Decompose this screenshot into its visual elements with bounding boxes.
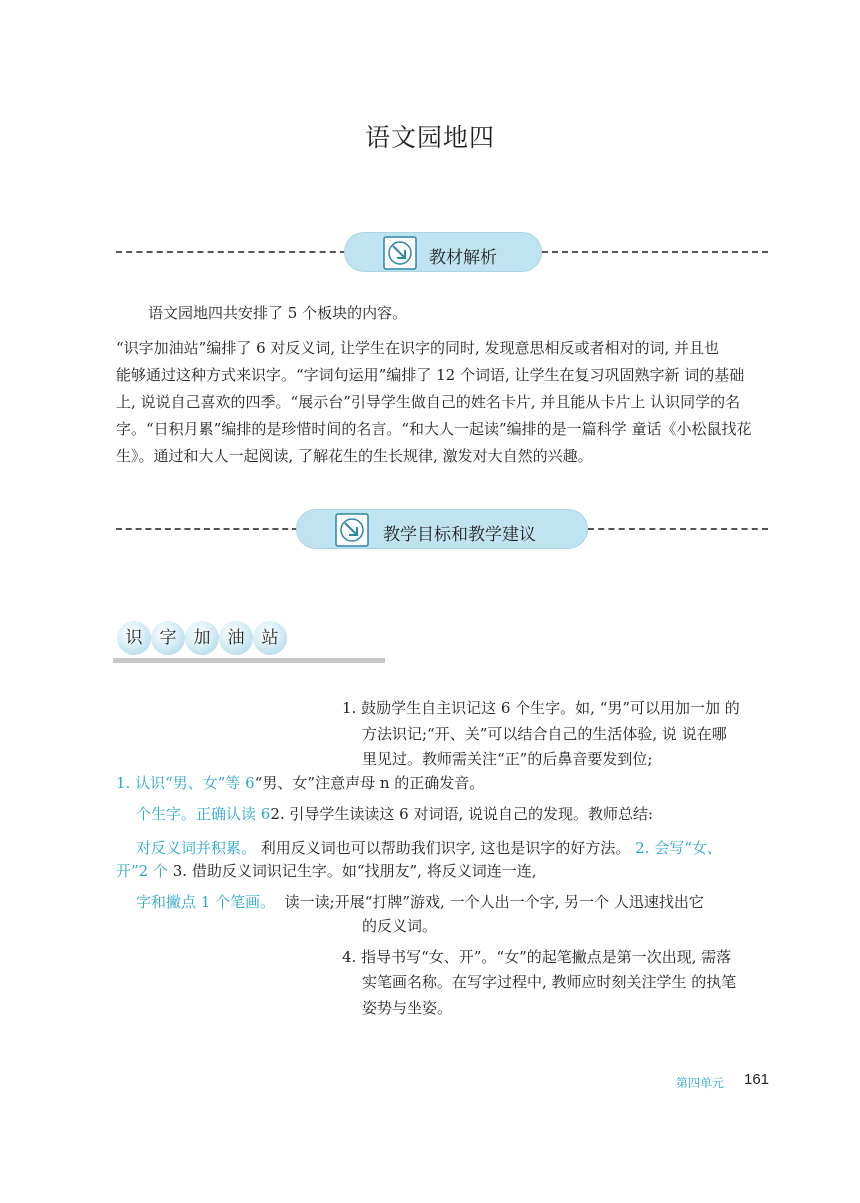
- intro-line: 语文园地四共安排了 5 个板块的内容。: [148, 304, 408, 322]
- banner-label: 教材解析: [429, 248, 497, 268]
- body-line: [116, 772, 484, 794]
- body-line: [136, 891, 704, 913]
- body-line: [136, 803, 653, 825]
- section-header-literacy: [113, 618, 385, 664]
- section-char: 站: [253, 621, 287, 655]
- section-banner-goals: [116, 509, 768, 549]
- body-line: 实笔画名称。在写字过程中, 教师应时刻关注学生 的执笔: [362, 973, 737, 991]
- dashed-divider-left: [116, 251, 346, 253]
- body-line: 1. 鼓励学生自主识记这 6 个生字。如, “男”可以用加一加 的: [342, 699, 740, 717]
- dashed-divider-left: [116, 528, 298, 530]
- page-number: 161: [744, 1071, 770, 1088]
- suggestion-text: “男、女”注意声母 n 的正确发音。: [254, 774, 485, 792]
- banner-label: 教学目标和教学建议: [383, 525, 536, 545]
- intro-line: 能够通过这种方式来识字。“字词句运用”编排了 12 个词语, 让学生在复习巩固熟字新 词的基础: [116, 366, 745, 384]
- suggestion-text: 2. 引导学生读读这 6 对词语, 说说自己的发现。教师总结:: [270, 805, 654, 823]
- section-char: 识: [117, 621, 151, 655]
- intro-line: 上, 说说自己喜欢的四季。“展示台”引导学生做自己的姓名卡片, 并且能从卡片上 认识同学的名: [116, 393, 741, 411]
- section-underline: [113, 658, 385, 663]
- goal-text: 1. 认识“男、女”等 6: [116, 774, 255, 792]
- body-line: 里见过。教师需关注“正”的后鼻音要发到位;: [362, 750, 653, 768]
- intro-line: “识字加油站”编排了 6 对反义词, 让学生在识字的同时, 发现意思相反或者相对的词, 并且也: [116, 339, 720, 357]
- body-line: 方法识记;“开、关”可以结合自己的生活体验, 说 说在哪: [362, 725, 727, 743]
- body-line: [136, 837, 722, 859]
- goal-text: 对反义词并积累。: [136, 839, 257, 857]
- check-arrow-icon: [335, 513, 369, 547]
- goal-text: 字和撇点 1 个笔画。: [136, 893, 276, 911]
- intro-line: 生》。通过和大人一起阅读, 了解花生的生长规律, 激发对大自然的兴趣。: [116, 447, 593, 465]
- goal-text: 开”2 个: [116, 862, 168, 880]
- intro-line: 字。“日积月累”编排的是珍惜时间的名言。“和大人一起读”编排的是一篇科学 童话《小松鼠找花: [116, 420, 752, 438]
- suggestion-text: 利用反义词也可以帮助我们识字, 这也是识字的好方法。: [260, 839, 631, 857]
- body-line: 的反义词。: [362, 917, 438, 935]
- body-line: [116, 860, 537, 882]
- dashed-divider-right: [588, 528, 768, 530]
- banner-pill: [344, 232, 542, 272]
- section-char: 油: [219, 621, 253, 655]
- goal-text: 个生字。正确认读 6: [136, 805, 271, 823]
- suggestion-text: 3. 借助反义词识记生字。如“找朋友”, 将反义词连一连,: [172, 862, 537, 880]
- section-char: 加: [185, 621, 219, 655]
- goal-text: 2. 会写“女、: [635, 839, 722, 857]
- section-banner-analysis: [116, 232, 768, 272]
- suggestion-text: 读一读;开展“打牌”游戏, 一个人出一个字, 另一个 人迅速找出它: [284, 893, 704, 911]
- body-line: 4. 指导书写“女、开”。“女”的起笔撇点是第一次出现, 需落: [342, 948, 732, 966]
- banner-pill: [296, 509, 588, 549]
- footer-unit-label: 第四单元: [676, 1076, 725, 1090]
- dashed-divider-right: [542, 251, 768, 253]
- section-char: 字: [151, 621, 185, 655]
- body-line: 姿势与坐姿。: [362, 999, 453, 1017]
- intro-paragraph: [116, 300, 778, 470]
- check-arrow-icon: [383, 236, 417, 270]
- page-title: 语文园地四: [364, 123, 495, 152]
